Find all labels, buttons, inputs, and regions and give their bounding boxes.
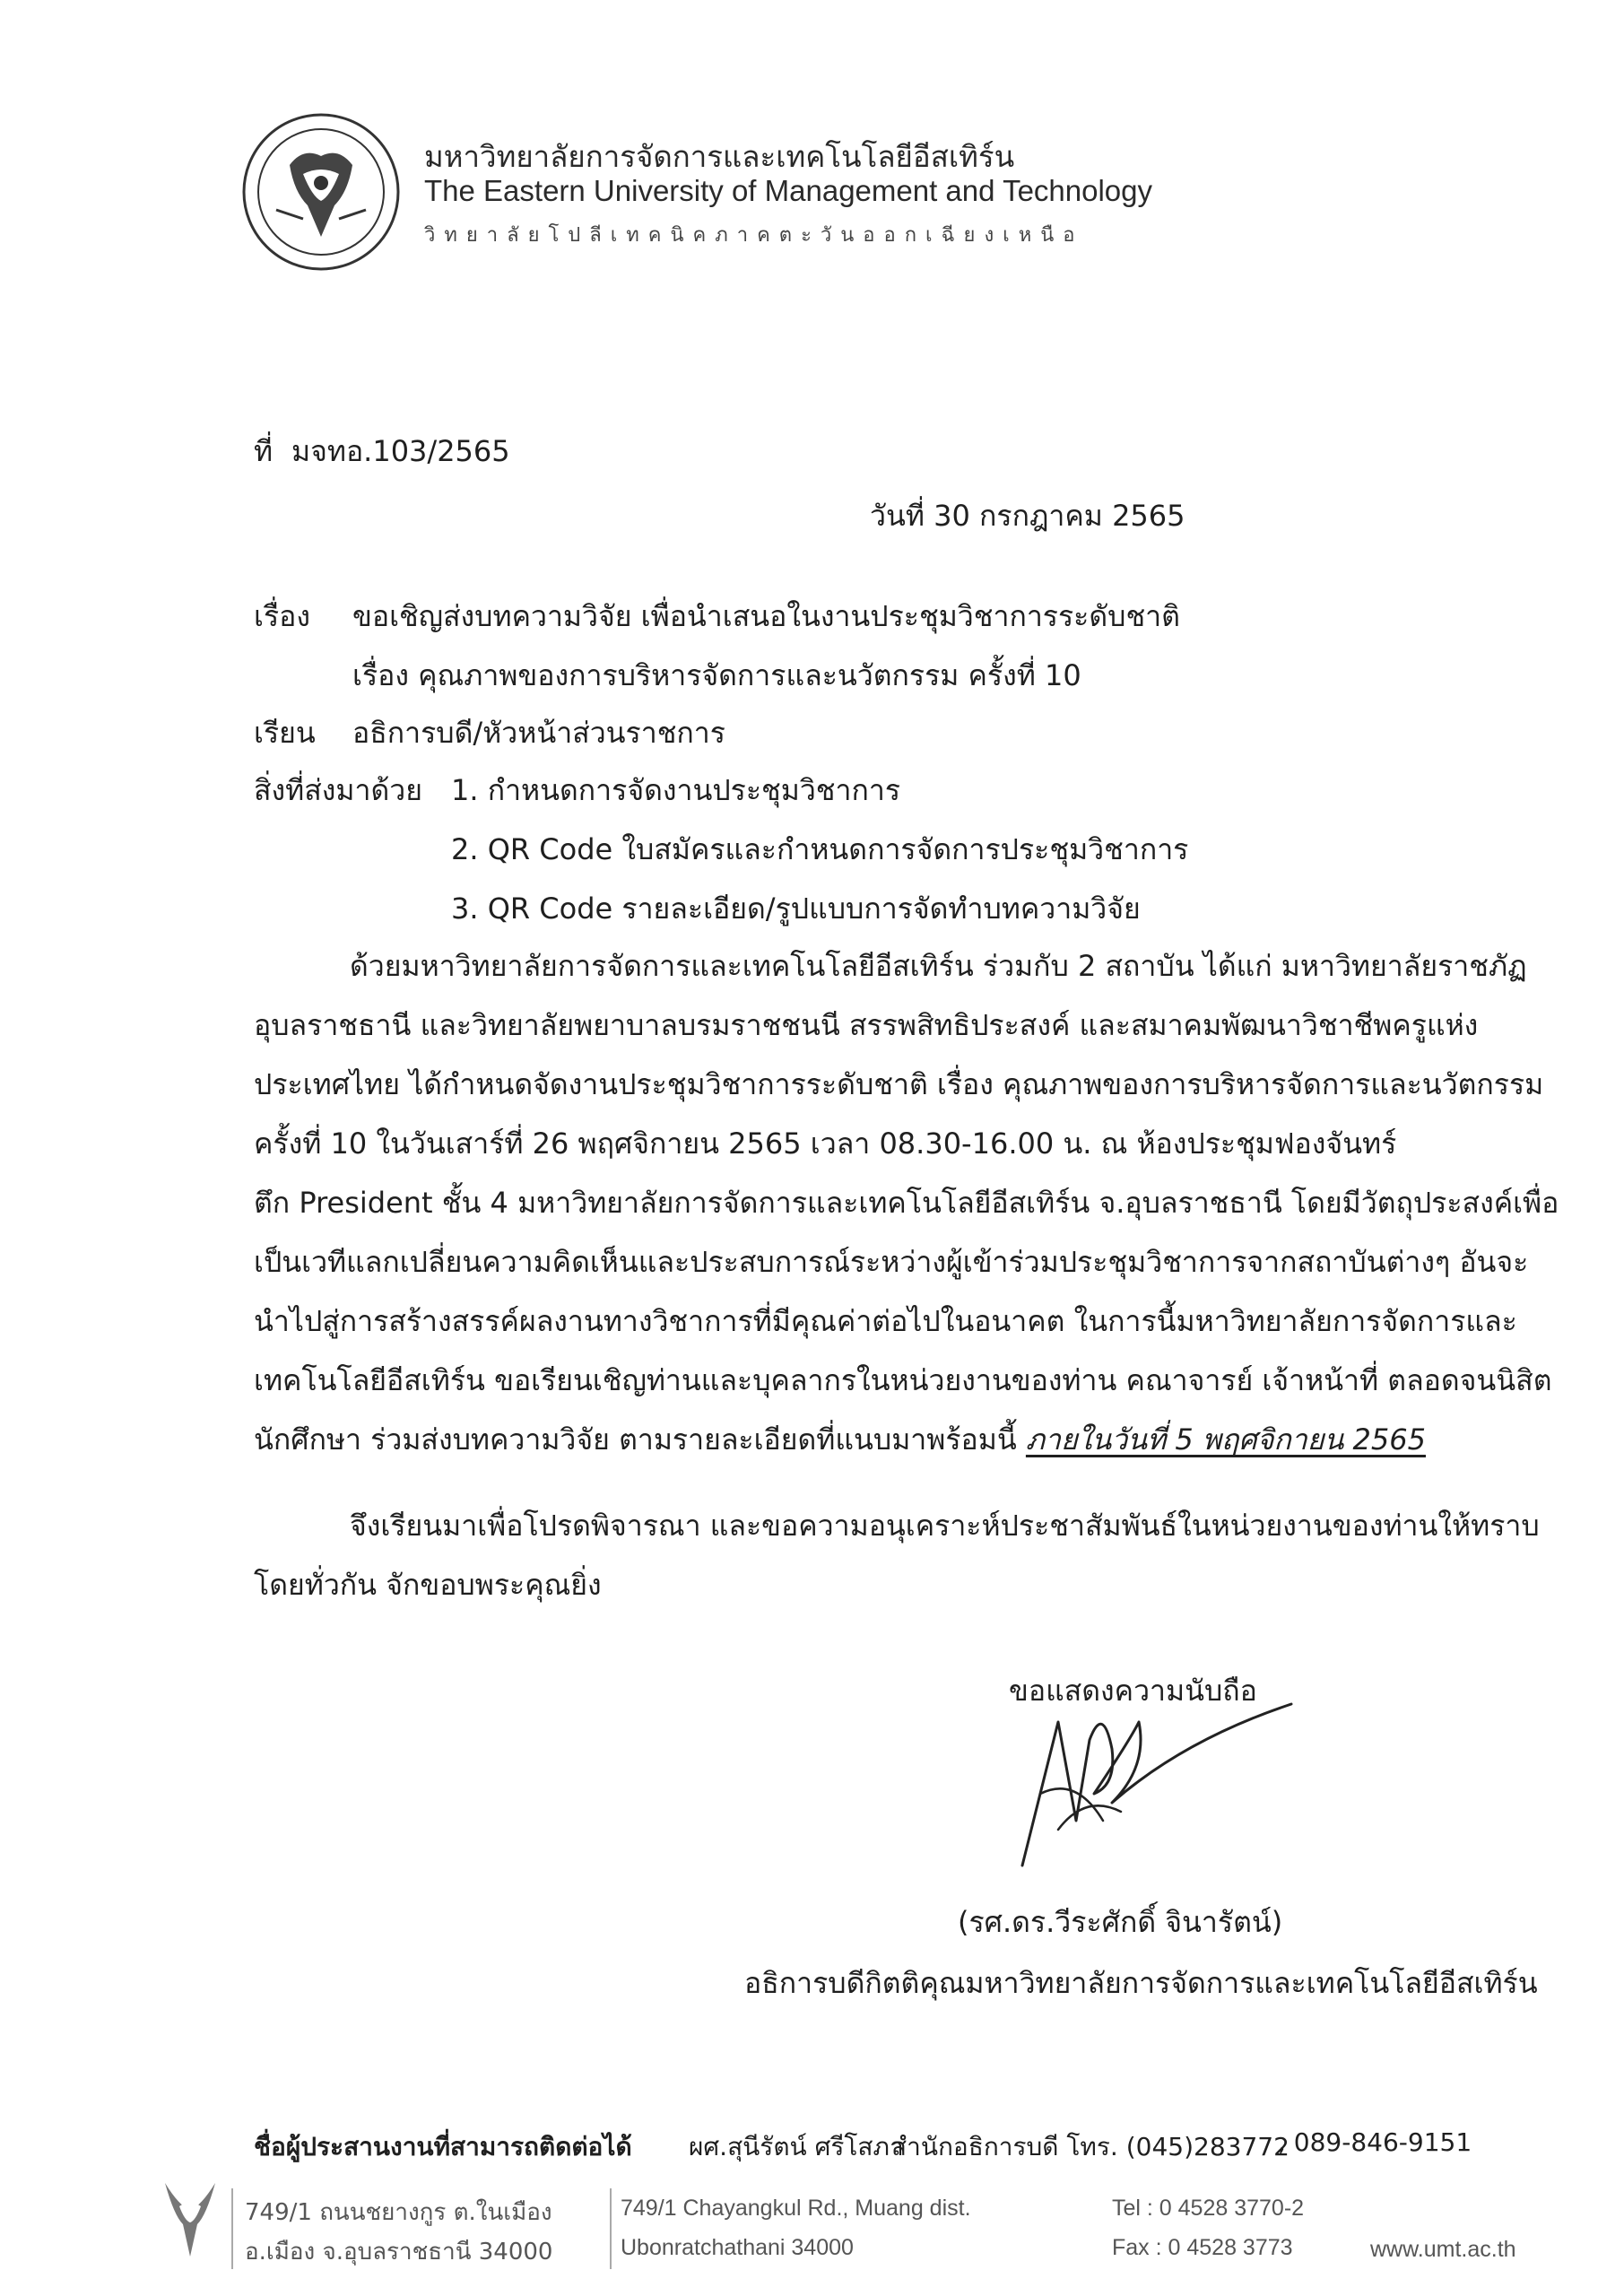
signer-name: (รศ.ดร.วีระศักดิ์ จินารัตน์): [958, 1905, 1283, 1939]
enclosure-label: สิ่งที่ส่งมาด้วย: [254, 773, 422, 807]
college-name-thai: วิทยาลัยโปลีเทคนิคภาคตะวันออกเฉียงเหนือ: [424, 224, 1084, 247]
body-line: เป็นเวทีแลกเปลี่ยนความคิดเห็นและประสบการณ์ระหว่างผู้เข้าร่วมประชุมวิชาการจากสถาบันต่างๆ อันจะ: [254, 1245, 1529, 1279]
university-name-english: The Eastern University of Management and Technology: [424, 174, 1153, 207]
footer-logo-icon: [161, 2179, 219, 2260]
closing-line-1: จึงเรียนมาเพื่อโปรดพิจารณา และขอความอนุเคราะห์ประชาสัมพันธ์ในหน่วยงานของท่านให้ทราบ: [350, 1509, 1540, 1543]
footer-fax: Fax : 0 4528 3773: [1112, 2235, 1293, 2260]
reference-number: มจทอ.103/2565: [291, 434, 510, 468]
body-line: ด้วยมหาวิทยาลัยการจัดการและเทคโนโลยีอีสเทิร์น ร่วมกับ 2 สถาบัน ได้แก่ มหาวิทยาลัยราชภัฏ: [350, 949, 1527, 983]
body-line-last: [254, 1417, 1426, 1463]
university-name-thai: มหาวิทยาลัยการจัดการและเทคโนโลยีอีสเทิร์น: [424, 139, 1015, 174]
recipient-value: อธิการบดี/หัวหน้าส่วนราชการ: [352, 716, 725, 750]
body-last-text: นักศึกษา ร่วมส่งบทความวิจัย ตามรายละเอียดที่แนบมาพร้อมนี้: [254, 1422, 1017, 1457]
footer-website-link[interactable]: www.umt.ac.th: [1370, 2237, 1516, 2262]
enclosure-item: 3. QR Code รายละเอียด/รูปแบบการจัดทำบทความวิจัย: [451, 891, 1141, 926]
regards: ขอแสดงความนับถือ: [1009, 1674, 1257, 1708]
body-line: ครั้งที่ 10 ในวันเสาร์ที่ 26 พฤศจิกายน 2565 เวลา 08.30-16.00 น. ณ ห้องประชุมฟองจันทร์: [254, 1126, 1397, 1161]
body-line: นำไปสู่การสร้างสรรค์ผลงานทางวิชาการที่มีคุณค่าต่อไปในอนาคต ในการนี้มหาวิทยาลัยการจัดการและ: [254, 1304, 1517, 1338]
body-line: เทคโนโลยีอีสเทิร์น ขอเรียนเชิญท่านและบุคลากรในหน่วยงานของท่าน คณาจารย์ เจ้าหน้าที่ ตลอดจนนิสิต: [254, 1363, 1552, 1397]
body-line: ตึก President ชั้น 4 มหาวิทยาลัยการจัดการและเทคโนโลยีอีสเทิร์น จ.อุบลราชธานี โดยมีวัตถุประสงค์เพื่อ: [254, 1186, 1559, 1220]
subject-label: เรื่อง: [254, 599, 310, 633]
closing-line-2: โดยทั่วกัน จักขอบพระคุณยิ่ง: [254, 1568, 602, 1602]
university-seal-logo: [240, 111, 402, 273]
body-line: อุบลราชธานี และวิทยาลัยพยาบาลบรมราชชนนี สรรพสิทธิประสงค์ และสมาคมพัฒนาวิชาชีพครูแห่ง: [254, 1008, 1479, 1042]
subject-line-1: ขอเชิญส่งบทความวิจัย เพื่อนำเสนอในงานประชุมวิชาการระดับชาติ: [352, 599, 1180, 633]
footer-telephone: Tel : 0 4528 3770-2: [1112, 2196, 1305, 2221]
footer-address-thai-2: อ.เมือง จ.อุบลราชธานี 34000: [245, 2239, 553, 2266]
footer-address-english-2: Ubonratchathani 34000: [621, 2235, 854, 2260]
reference-label: ที่: [254, 434, 274, 468]
footer-address-english-1: 749/1 Chayangkul Rd., Muang dist.: [621, 2196, 971, 2221]
contact-person: ผศ.สุนีรัตน์ ศรีโสภา: [689, 2132, 904, 2161]
contact-label: ชื่อผู้ประสานงานที่สามารถติดต่อได้: [254, 2132, 632, 2161]
body-line: ประเทศไทย ได้กำหนดจัดงานประชุมวิชาการระดับชาติ เรื่อง คุณภาพของการบริหารจัดการและนวัตกรรม: [254, 1067, 1544, 1101]
contact-mobile: , 089-846-9151: [1278, 2127, 1472, 2157]
recipient-label: เรียน: [254, 716, 316, 750]
subject-line-2: เรื่อง คุณภาพของการบริหารจัดการและนวัตกรรม ครั้งที่ 10: [352, 658, 1081, 692]
footer-address-thai-1: 749/1 ถนนชยางกูร ต.ในเมือง: [245, 2199, 552, 2226]
enclosure-item: 2. QR Code ใบสมัครและกำหนดการจัดการประชุมวิชาการ: [451, 832, 1189, 866]
contact-office-phone: สำนักอธิการบดี โทร. (045)283772: [891, 2132, 1290, 2161]
footer-divider: [231, 2188, 233, 2269]
handwritten-signature: [1004, 1686, 1300, 1883]
footer-divider: [610, 2188, 612, 2269]
signer-title: อธิการบดีกิตติคุณมหาวิทยาลัยการจัดการและเทคโนโลยีอีสเทิร์น: [744, 1966, 1538, 2000]
letter-date: วันที่ 30 กรกฎาคม 2565: [870, 499, 1185, 533]
submission-deadline: ภายในวันที่ 5 พฤศจิกายน 2565: [1025, 1422, 1426, 1457]
enclosure-item: 1. กำหนดการจัดงานประชุมวิชาการ: [451, 773, 901, 807]
